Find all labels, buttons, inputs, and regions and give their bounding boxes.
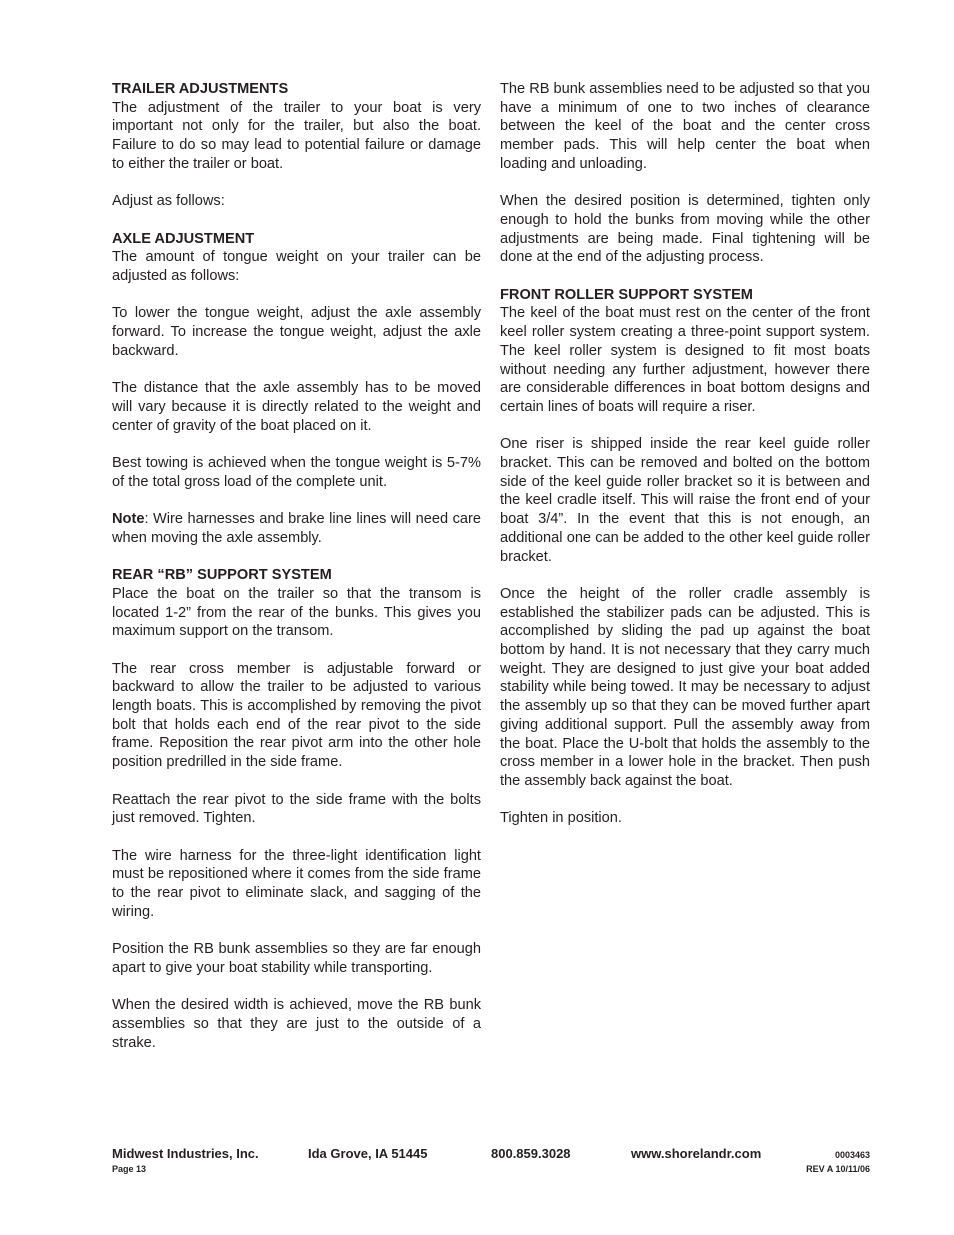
footer-website: www.shorelandr.com — [631, 1146, 762, 1161]
paragraph: The rear cross member is adjustable forward or backward to allow the trailer to be adjusted to various length boats. This is accomplished by removing the pivot bolt that holds each end of the rear pivot to the side frame. Reposition the rear pivot arm into the other hole position predrilled in the side frame. — [112, 660, 481, 771]
paragraph: Reattach the rear pivot to the side frame with the bolts just removed. Tighten. — [112, 791, 481, 827]
right-column — [500, 80, 870, 847]
paragraph: One riser is shipped inside the rear keel guide roller bracket. This can be removed and bolted on the bottom side of the keel guide roller bracket so it is between and the keel cradle itself. This will raise the front end of your boat 3/4”. In the event that this is not enough, an additional one can be added to the other keel guide roller bracket. — [500, 436, 870, 565]
note-label: Note — [112, 511, 145, 528]
section-heading: AXLE ADJUSTMENT — [112, 230, 255, 247]
paragraph: The wire harness for the three-light identification light must be repositioned where it comes from the side frame to the rear pivot to eliminate slack, and sagging of the wiring. — [112, 847, 481, 920]
paragraph: The amount of tongue weight on your trailer can be adjusted as follows: — [112, 249, 481, 284]
note-text: : Wire harnesses and brake line lines will need care when moving the axle assembly. — [112, 511, 481, 546]
paragraph: Position the RB bunk assemblies so they are far enough apart to give your boat stability while transporting. — [112, 941, 481, 976]
axle-adjustment-section — [112, 230, 481, 548]
section-heading: REAR “RB” SUPPORT SYSTEM — [112, 567, 332, 584]
left-column — [112, 80, 481, 1071]
note-paragraph — [112, 510, 481, 547]
paragraph: Tighten in position. — [500, 810, 622, 827]
paragraph: When the desired width is achieved, move the RB bunk assemblies so that they are just to the outside of a strake. — [112, 997, 481, 1051]
paragraph: Best towing is achieved when the tongue weight is 5-7% of the total gross load of the complete unit. — [112, 454, 481, 490]
paragraph: Place the boat on the trailer so that the transom is located 1-2” from the rear of the bunks. This gives you maximum support on the transom. — [112, 585, 481, 640]
trailer-adjustments-section — [112, 80, 481, 211]
page-footer — [112, 1146, 870, 1178]
section-heading: FRONT ROLLER SUPPORT SYSTEM — [500, 286, 753, 303]
paragraph: The RB bunk assemblies need to be adjusted so that you have a minimum of one to two inches of clearance between the keel of the boat and the center cross member pads. This will help center the boat when loading and unloading. — [500, 81, 870, 172]
rb-continued-section — [500, 80, 870, 267]
footer-doc-number: 0003463 — [834, 1150, 870, 1160]
footer-city: Ida Grove, IA 51445 — [308, 1146, 428, 1161]
paragraph: The keel of the boat must rest on the center of the front keel roller system creating a three-point support system. The keel roller system is designed to fit most boats without needing any further adjustment, however there are considerable differences in boat bottom designs and certain lines of boats will require a riser. — [500, 305, 870, 415]
footer-phone: 800.859.3028 — [491, 1146, 571, 1161]
paragraph: The distance that the axle assembly has to be moved will vary because it is directly related to the weight and center of gravity of the boat placed on it. — [112, 380, 481, 434]
paragraph: Once the height of the roller cradle assembly is established the stabilizer pads can be adjusted. This is accomplished by sliding the pad up against the boat bottom by hand. It is not necessary that they carry much weight. They are designed to just give your boat added stability while being towed. It may be necessary to adjust the assembly up so that they can be moved further apart giving additional support. Pull the assembly away from the boat. Place the U-bolt that holds the assembly to the cross member in a lower hole in the bracket. Then push the assembly back against the boat. — [500, 585, 870, 789]
footer-page-number: Page 13 — [112, 1164, 147, 1174]
front-roller-support-section — [500, 286, 870, 828]
paragraph: When the desired position is determined, tighten only enough to hold the bunks from moving while the other adjustments are being made. Final tightening will be done at the end of the adjusting process. — [500, 193, 870, 266]
footer-contact-row — [112, 1146, 870, 1164]
footer-company: Midwest Industries, Inc. — [112, 1146, 259, 1161]
footer-revision: REV A 10/11/06 — [806, 1164, 870, 1174]
paragraph: To lower the tongue weight, adjust the axle assembly forward. To increase the tongue weight, adjust the axle backward. — [112, 305, 481, 359]
section-heading: TRAILER ADJUSTMENTS — [112, 81, 289, 97]
footer-meta-row — [112, 1164, 870, 1178]
paragraph: Adjust as follows: — [112, 193, 225, 210]
paragraph: The adjustment of the trailer to your boat is very important not only for the trailer, but also the boat. Failure to do so may lead to potential failure or damage to either the trailer or boat. — [112, 99, 481, 172]
rear-rb-support-section — [112, 566, 481, 1052]
